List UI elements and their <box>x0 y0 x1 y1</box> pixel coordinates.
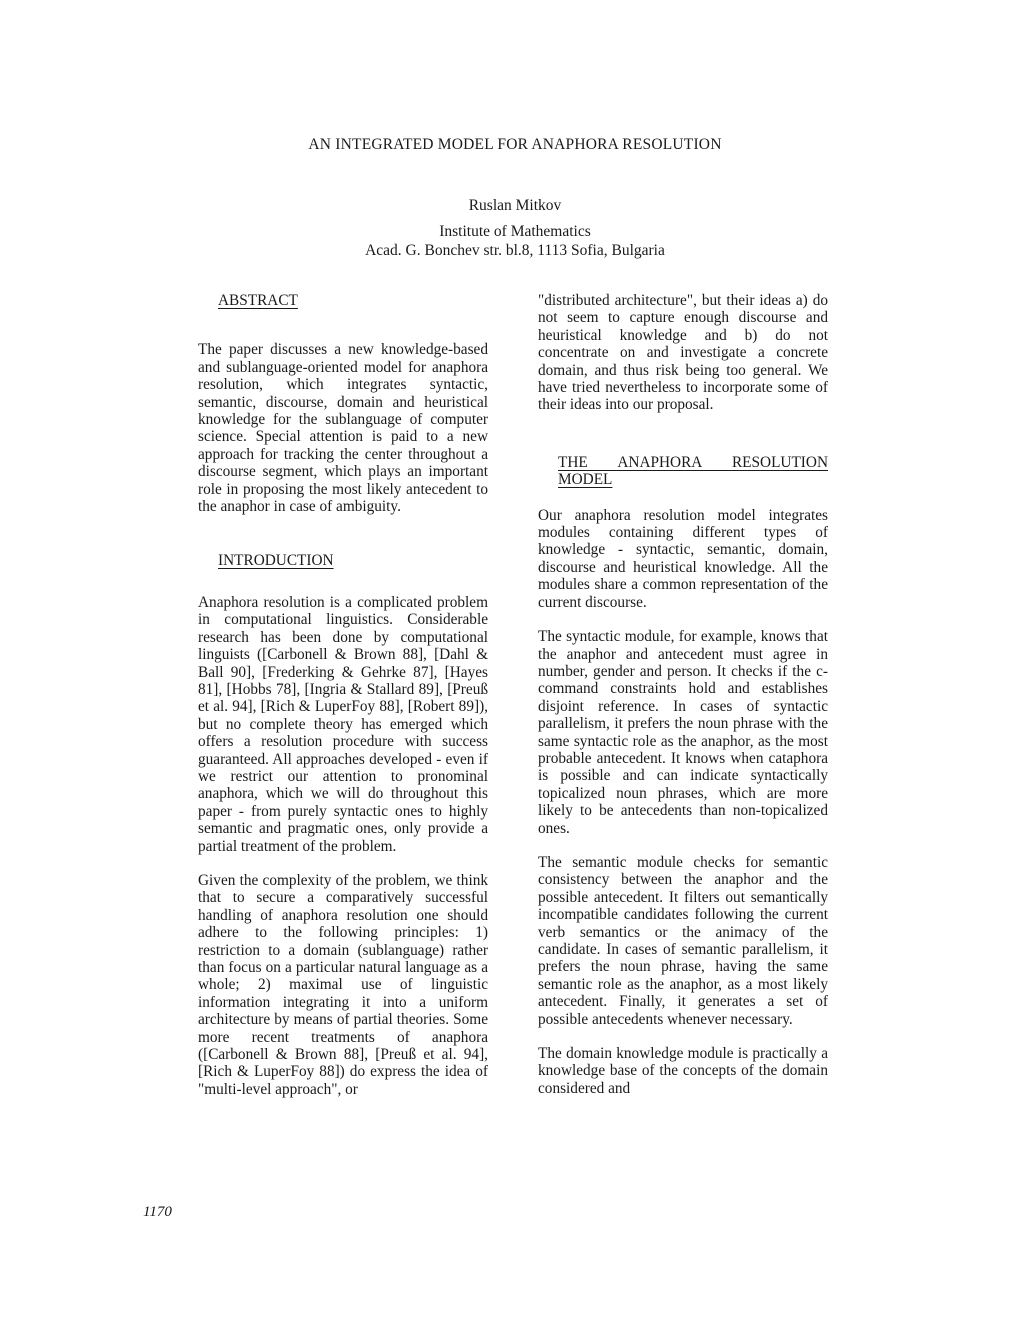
abstract-heading: ABSTRACT <box>218 292 298 309</box>
affiliation-address: Acad. G. Bonchev str. bl.8, 1113 Sofia, Bulgaria <box>365 242 665 259</box>
paper-title: AN INTEGRATED MODEL FOR ANAPHORA RESOLUTION <box>308 136 722 153</box>
page-number: 1170 <box>143 1204 172 1220</box>
model-paragraph: The semantic module checks for semantic consistency between the anaphor and the possible antecedent. It filters out semantically incompatible candidates following the current verb semantics or the animacy of the candidate. In cases of semantic parallelism, it prefers the noun phrase, having the same semantic role as the anaphor, as a most likely antecedent. Finally, it generates a set of possible antecedents whenever necessary. <box>538 853 828 1028</box>
author-name: Ruslan Mitkov <box>468 197 562 214</box>
introduction-paragraph: Given the complexity of the problem, we think that to secure a comparatively successful handling of anaphora resolution one should adhere to the following principles: 1) restriction to a domain (sublanguage) rather than focus on a particular natural language as a whole; 2) maximal use of linguistic information integrating it into a uniform architecture by means of partial theories. Some more recent treatments of anaphora ([Carbonell & Brown 88], [Preuß et al. 94], [Rich & LuperFoy 88]) do express the idea of "multi-level approach", or <box>198 871 488 1098</box>
introduction-paragraph: Anaphora resolution is a complicated problem in computational linguistics. Considerable research has been done by computational linguists ([Carbonell & Brown 88], [Dahl & Ball 90], [Frederking & Gehrke 87], [Hayes 81], [Hobbs 78], [Ingria & Stallard 89], [Preuß et al. 94], [Rich & LuperFoy 88], [Robert 89]), but no complete theory has emerged which offers a resolution procedure with success guaranteed. All approaches developed - even if we restrict our attention to pronominal anaphora, which we will do throughout this paper - from purely syntactic ones to highly semantic and pragmatic ones, only provide a partial treatment of the problem. <box>198 593 488 855</box>
model-paragraph: The domain knowledge module is practically a knowledge base of the concepts of the domain considered and <box>538 1045 828 1097</box>
affiliation-line: Institute of Mathematics <box>439 223 591 240</box>
model-paragraph: Our anaphora resolution model integrates modules containing different types of knowledge - syntactic, semantic, domain, discourse and heuristical knowledge. All the modules share a common representation of the current discourse. <box>538 506 828 611</box>
affiliation <box>0 222 1020 260</box>
abstract-paragraph: The paper discusses a new knowledge-based and sublanguage-oriented model for anaphora resolution, which integrates syntactic, semantic, discourse, domain and heuristical knowledge for the sublanguage of computer science. Special attention is paid to a new approach for tracking the center throughout a discourse segment, which plays an important role in proposing the most likely antecedent to the anaphor in case of ambiguity. <box>198 341 488 516</box>
continued-paragraph: "distributed architecture", but their ideas a) do not seem to capture enough discourse and heuristical knowledge and b) do not concentrate on and investigate a concrete domain, and thus risk being too general. We have tried nevertheless to incorporate some of their ideas into our proposal. <box>538 292 828 414</box>
model-paragraph: The syntactic module, for example, knows that the anaphor and antecedent must agree in number, gender and person. It checks if the c-command constraints hold and establishes disjoint reference. In cases of syntactic parallelism, it prefers the noun phrase with the same syntactic role as the anaphor, as the most probable antecedent. It knows when cataphora is possible and can indicate syntactically topicalized noun phrases, which are more likely to be antecedents than non-topicalized ones. <box>538 628 828 837</box>
right-column <box>538 292 828 1097</box>
introduction-heading: INTRODUCTION <box>218 552 334 570</box>
left-column <box>198 292 488 1098</box>
model-heading: THE ANAPHORA RESOLUTION MODEL <box>558 453 828 489</box>
